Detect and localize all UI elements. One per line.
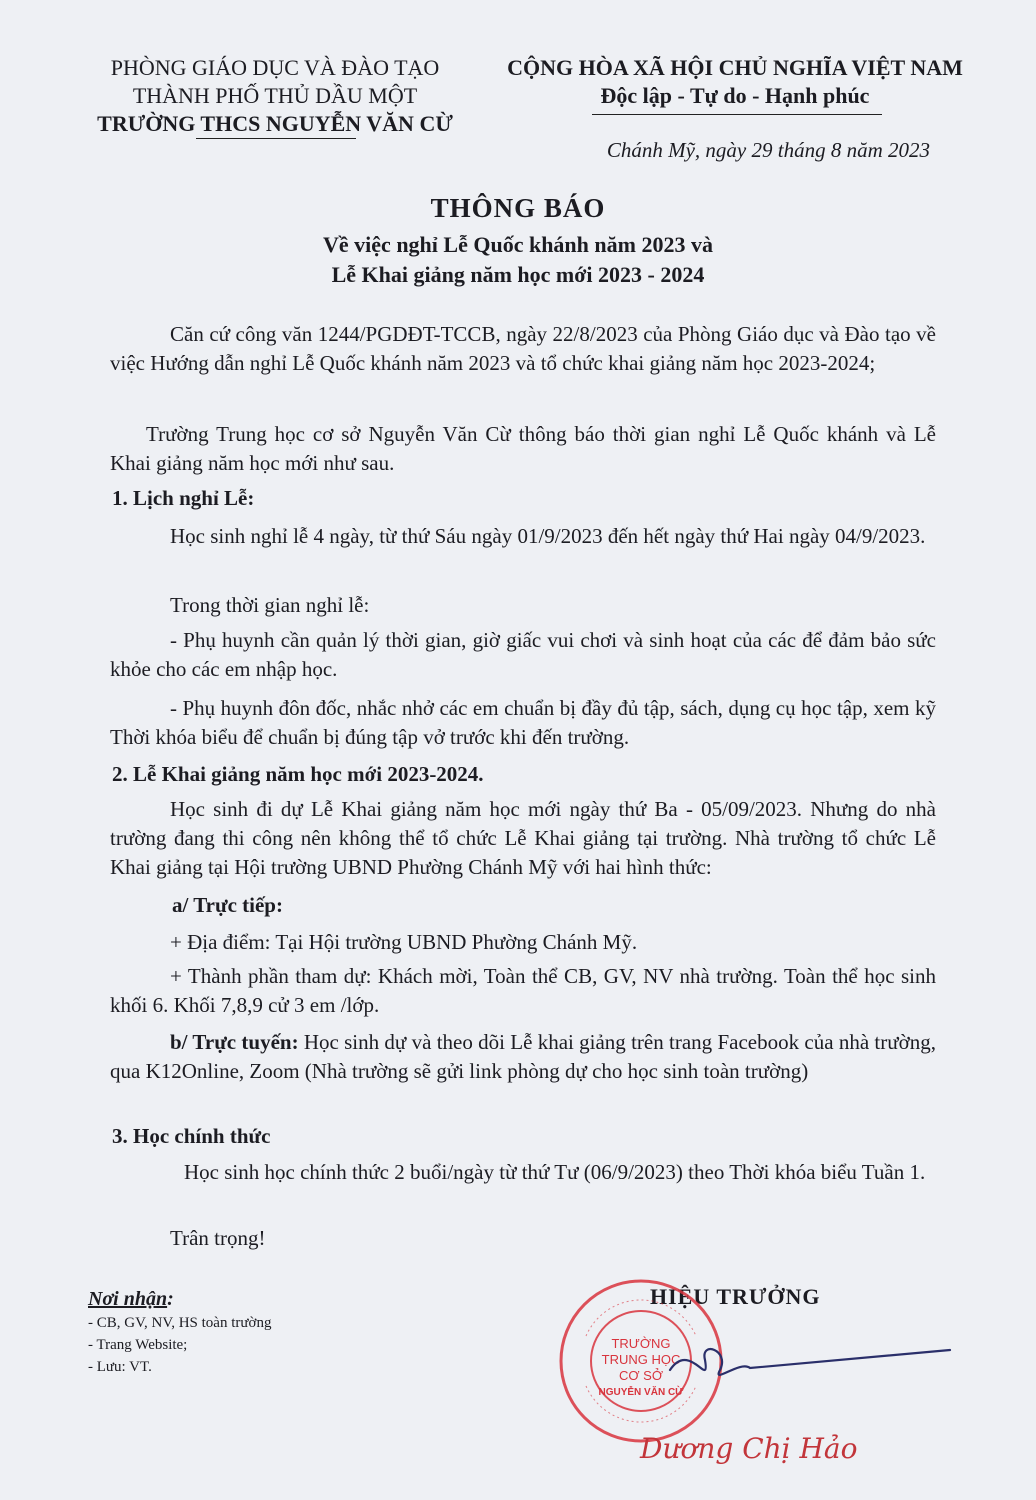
seal-line-3: CƠ SỞ bbox=[619, 1368, 663, 1383]
section-2a-paragraph-2: + Thành phần tham dự: Khách mời, Toàn thể CB, GV, NV nhà trường. Toàn thể học sinh khối 6. Khối 7,8,9 cử 3 em /lớp. bbox=[110, 964, 936, 1017]
motto-underline bbox=[592, 114, 882, 115]
closing-text: Trân trọng! bbox=[170, 1226, 266, 1250]
nation-line-1: CỘNG HÒA XÃ HỘI CHỦ NGHĨA VIỆT NAM bbox=[507, 55, 963, 80]
issuer-underline bbox=[196, 138, 356, 139]
section-2-heading: 2. Lễ Khai giảng năm học mới 2023-2024. bbox=[112, 762, 484, 786]
nation-block bbox=[470, 54, 1000, 110]
section-2b-text: Học sinh dự và theo dõi Lễ khai giảng trên trang Facebook của nhà trường, qua K12Online, Zoom (Nhà trường sẽ gửi link phòng dự cho học sinh toàn trường) bbox=[110, 1030, 936, 1083]
section-2a-heading: a/ Trực tiếp: bbox=[172, 893, 283, 917]
document-subtitle-2: Lễ Khai giảng năm học mới 2023 - 2024 bbox=[331, 262, 705, 287]
signer-title: HIỆU TRƯỞNG bbox=[650, 1284, 821, 1309]
intro-paragraph-1: Căn cứ công văn 1244/PGDĐT-TCCB, ngày 22/8/2023 của Phòng Giáo dục và Đào tạo về việc Hướng dẫn nghỉ Lễ Quốc khánh năm 2023 và tổ chức khai giảng năm học 2023-2024; bbox=[110, 322, 936, 375]
signer-name: Dương Chị Hảo bbox=[640, 1432, 858, 1465]
section-2b-heading: b/ Trực tuyến: bbox=[170, 1030, 299, 1054]
section-1-paragraph-4: - Phụ huynh đôn đốc, nhắc nhở các em chuẩn bị đầy đủ tập, sách, dụng cụ học tập, xem kỹ Thời khóa biểu để chuẩn bị đúng tập vở trước khi đến trường. bbox=[110, 696, 936, 749]
seal-line-1: TRƯỜNG bbox=[611, 1336, 671, 1351]
recipient-item-1: - CB, GV, NV, HS toàn trường bbox=[88, 1315, 272, 1331]
section-1-paragraph-2: Trong thời gian nghỉ lễ: bbox=[170, 593, 370, 617]
issuer-line-2: THÀNH PHỐ THỦ DẦU MỘT bbox=[132, 83, 418, 108]
section-2b-paragraph bbox=[110, 1028, 936, 1086]
document-title: THÔNG BÁO bbox=[430, 193, 606, 223]
recipients-title: Nơi nhận bbox=[88, 1288, 168, 1310]
section-3-paragraph-1: Học sinh học chính thức 2 buổi/ngày từ thứ Tư (06/9/2023) theo Thời khóa biểu Tuần 1. bbox=[184, 1160, 926, 1184]
section-1-heading: 1. Lịch nghỉ Lễ: bbox=[112, 486, 255, 510]
nation-motto: Độc lập - Tự do - Hạnh phúc bbox=[600, 83, 870, 108]
section-2-paragraph-1: Học sinh đi dự Lễ Khai giảng năm học mới ngày thứ Ba - 05/09/2023. Nhưng do nhà trường đang thi công nên không thể tổ chức Lễ Khai giảng tại trường. Nhà trường tổ chức Lễ Khai giảng tại Hội trường UBND Phường Chánh Mỹ với hai hình thức: bbox=[110, 797, 936, 879]
section-1-paragraph-1: Học sinh nghỉ lễ 4 ngày, từ thứ Sáu ngày 01/9/2023 đến hết ngày thứ Hai ngày 04/9/2023. bbox=[170, 524, 926, 548]
recipients-colon: : bbox=[167, 1288, 174, 1310]
section-2a-paragraph-1: + Địa điểm: Tại Hội trường UBND Phường Chánh Mỹ. bbox=[170, 930, 638, 954]
section-3-heading: 3. Học chính thức bbox=[112, 1124, 271, 1148]
recipient-item-2: - Trang Website; bbox=[88, 1337, 188, 1353]
document-subtitle-1: Về việc nghỉ Lễ Quốc khánh năm 2023 và bbox=[323, 232, 713, 257]
recipient-item-3: - Lưu: VT. bbox=[88, 1359, 152, 1375]
date-line: Chánh Mỹ, ngày 29 tháng 8 năm 2023 bbox=[606, 138, 930, 162]
seal-line-2: TRUNG HỌC bbox=[601, 1352, 681, 1367]
section-1-paragraph-3: - Phụ huynh cần quản lý thời gian, giờ giấc vui chơi và sinh hoạt của các để đảm bảo sức khỏe cho các em nhập học. bbox=[110, 628, 936, 681]
issuer-line-3: TRƯỜNG THCS NGUYỄN VĂN CỪ bbox=[97, 111, 453, 136]
issuer-block bbox=[60, 54, 490, 138]
issuer-line-1: PHÒNG GIÁO DỤC VÀ ĐÀO TẠO bbox=[110, 55, 440, 80]
seal-line-4: NGUYỄN VĂN CỪ bbox=[598, 1387, 684, 1398]
recipients-heading bbox=[88, 1288, 174, 1311]
handwritten-signature bbox=[650, 1330, 970, 1410]
intro-paragraph-2: Trường Trung học cơ sở Nguyễn Văn Cừ thông báo thời gian nghỉ Lễ Quốc khánh và Lễ Khai giảng năm học mới như sau. bbox=[110, 422, 936, 475]
